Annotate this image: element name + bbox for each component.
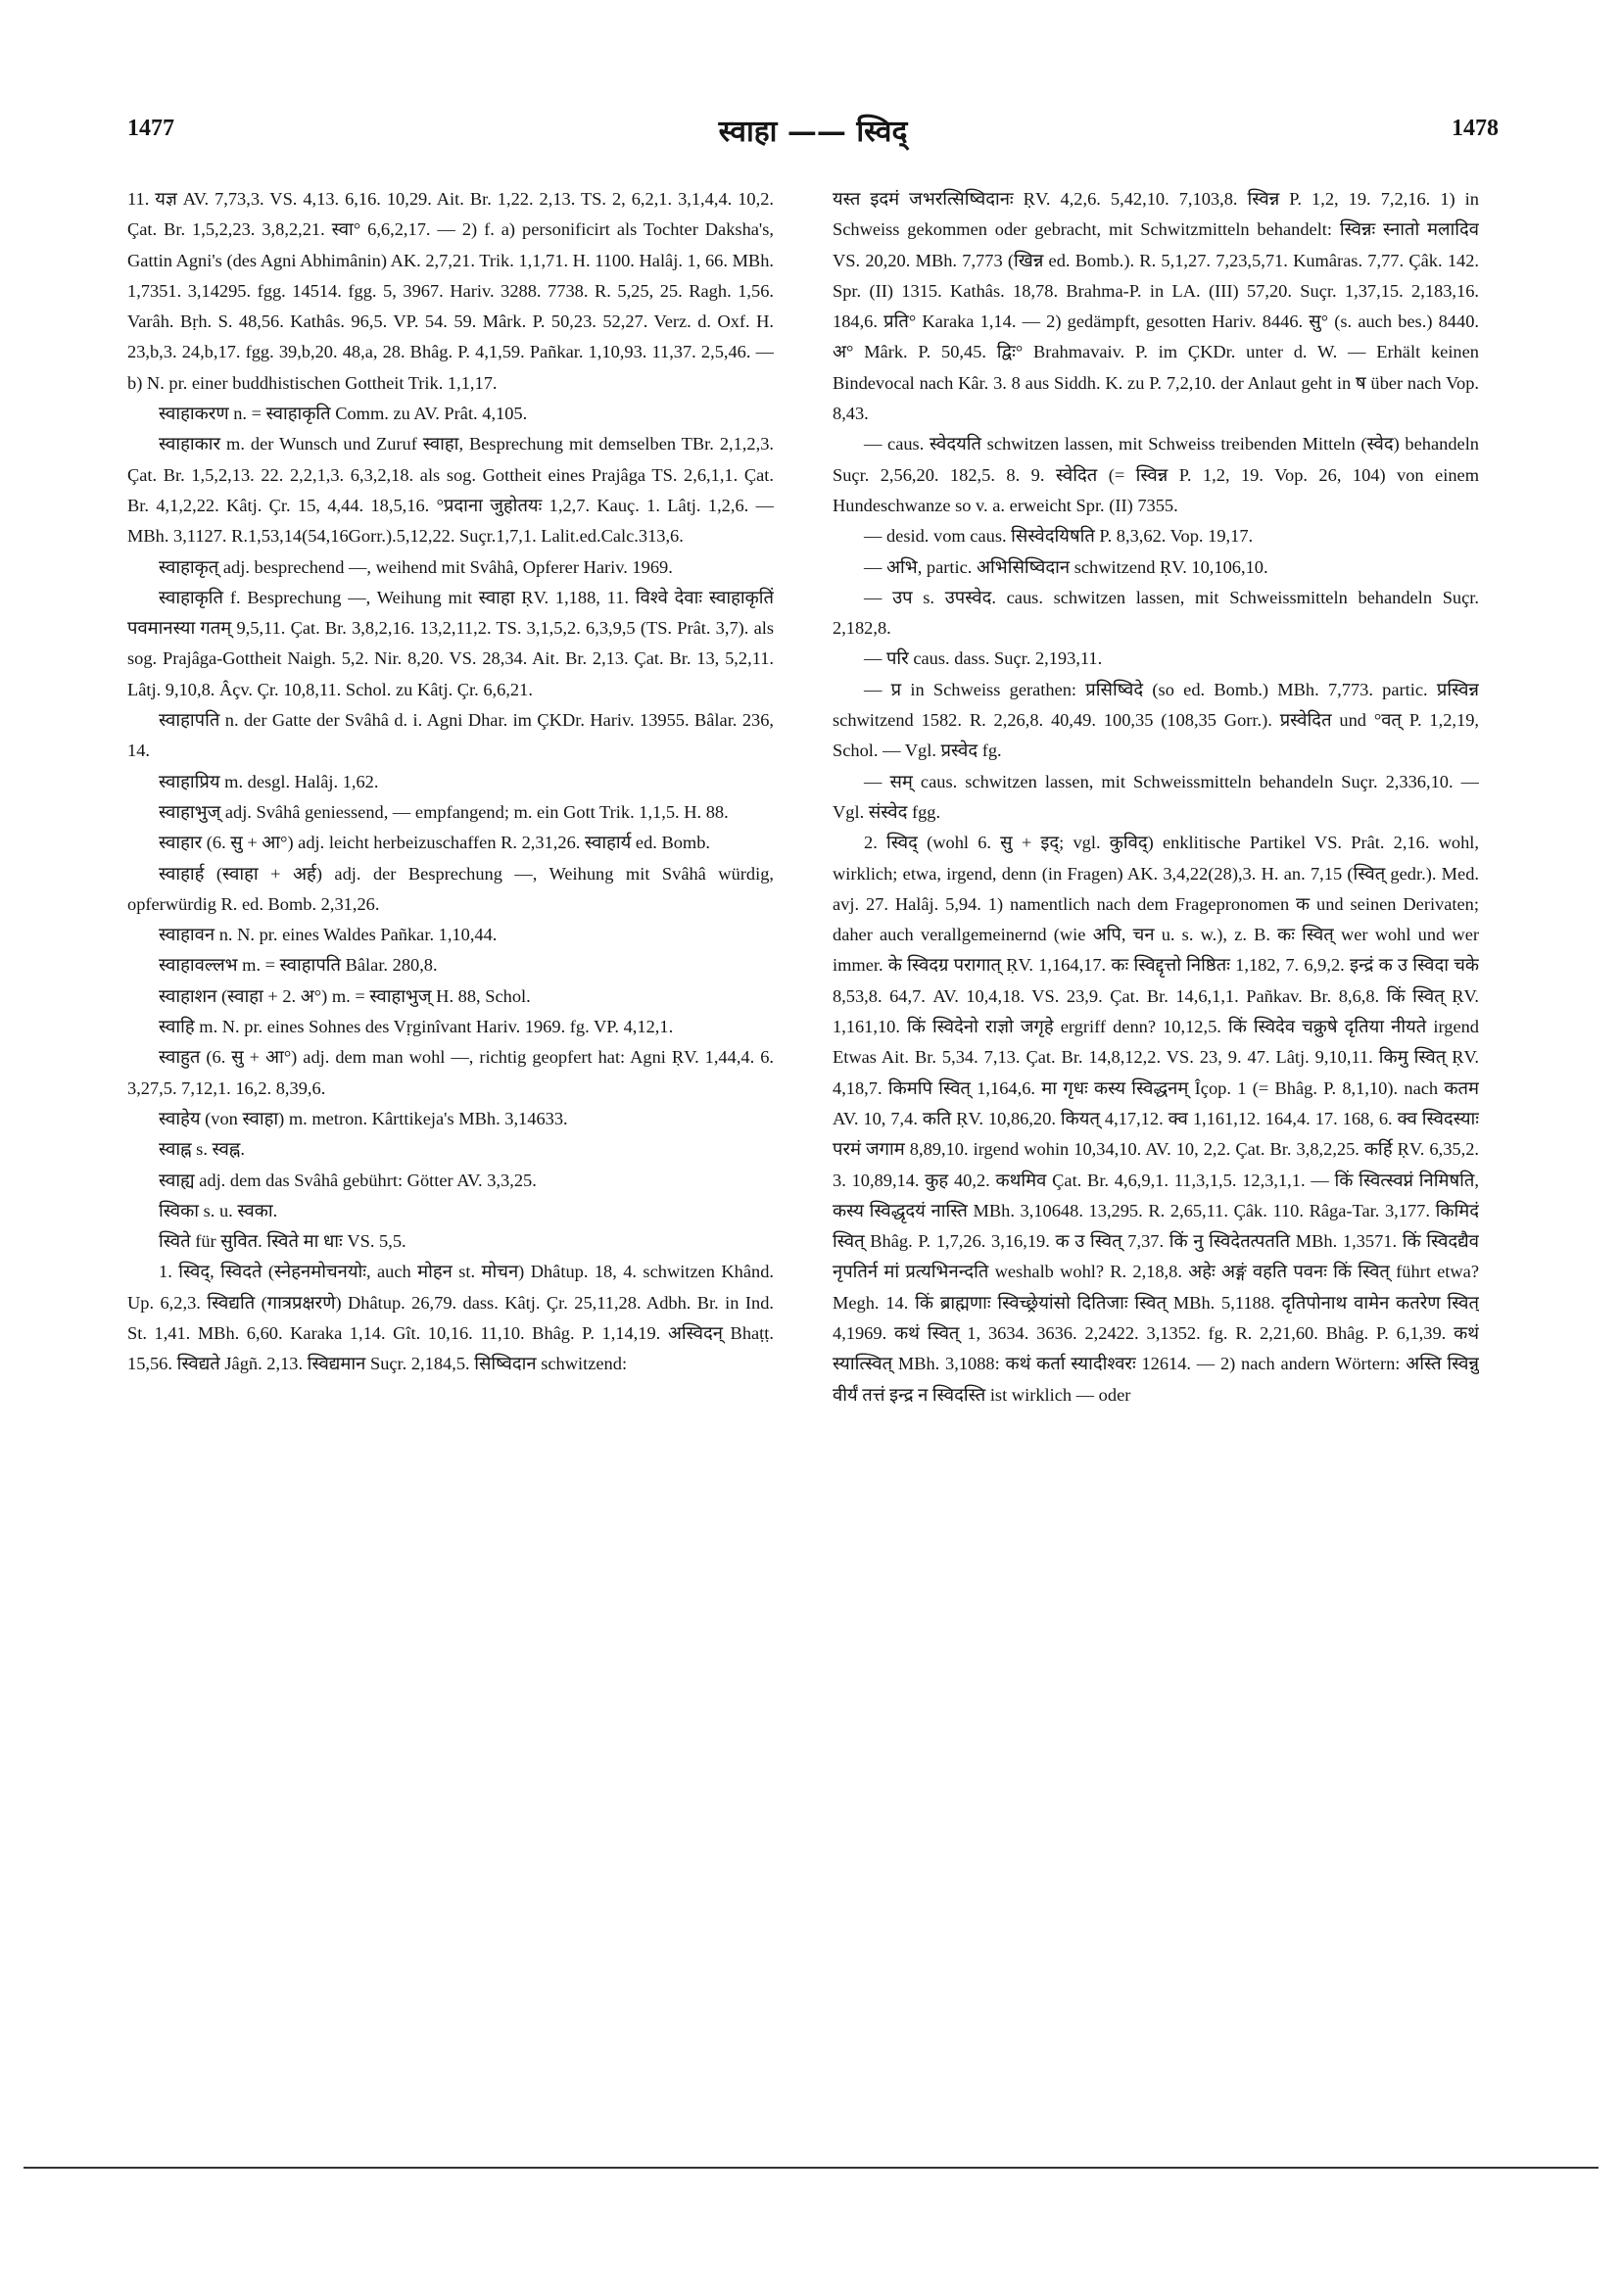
entry: — अभि, partic. अभिसिष्विदान schwitzend ṚV. 10,106,10. xyxy=(864,556,1268,577)
entry: — परि caus. dass. Suçr. 2,193,11. xyxy=(864,648,1103,669)
entry: स्वाहावल्लभ m. = स्वाहापति Bâlar. 280,8. xyxy=(159,955,438,976)
entry: 2. स्विद् (wohl 6. सु + इद्; vgl. कुविद्) enklitische Partikel VS. Prât. 2,16. wohl, wirklich; etwa, irgend, denn (in Fragen) AK. 3,4,22(28),3. H. an. 7,15 (स्वित् gedr.). Med. avj. 27. Halâj. 5,94. 1) namentlich nach dem Fragepronomen क und seinen Derivaten; daher auch verallgemeinernd (wie अपि, चन u. s. w.), z. B. कः स्वित् wer wohl und wer immer. के स्विदग्र परागात् ṚV. 1,164,17. कः स्विद्दृत्तो निष्ठितः 1,182, 7. 6,9,2. इन्द्रं क उ स्विदा चके 8,53,8. 64,7. AV. 10,4,18. VS. 23,9. Çat. Br. 14,6,1,1. Pañkav. Br. 8,6,8. किं स्वित् ṚV. 1,161,10. किं स्विदेनो राज्ञो जगृहे ergriff denn? 10,12,5. किं स्विदेव चक्रुषे दृतिया नीयते irgend Etwas Ait. Br. 5,34. 7,13. Çat. Br. 14,8,12,2. VS. 23, 9. 47. Lâtj. 9,10,11. किमु स्वित् ṚV. 4,18,7. किमपि स्वित् 1,164,6. मा गृधः कस्य स्विद्धनम् Îçop. 1 (= Bhâg. P. 8,1,10). nach कतम AV. 10, 7,4. कति ṚV. 10,86,20. कियत् 4,17,12. क्व 1,161,12. 164,4. 17. 168, 6. क्व स्विदस्याः परमं जगाम 8,89,10. irgend wohin 10,34,10. AV. 10, 2,2. Çat. Br. 3,8,2,25. कर्हि ṚV. 6,35,2. 3. 10,89,14. कुह 40,2. कथमिव Çat. Br. 4,6,9,1. 11,3,1,5. 12,3,1,1. — किं स्वित्स्वप्नं निमिषति, कस्य स्विद्धृदयं नास्ति MBh. 3,10648. 13,295. R. 2,65,11. Çâk. 110. Râga-Tar. 3,177. किमिदं स्वित् Bhâg. P. 1,7,26. 3,16,19. क उ स्वित् 7,37. किं नु स्विदेतत्पतति MBh. 1,3571. किं स्विदद्यैव नृपतिर्न मां प्रत्यभिनन्दति weshalb wohl? R. 2,18,8. अहेः अङ्गं वहति पवनः किं स्वित् führt etwa? Megh. 14. किं ब्राह्मणाः स्विच्छ्रेयांसो दितिजाः स्वित् MBh. 5,1188. दृतिपोनाथ वामेन कतरेण स्वित् 4,1969. कथं स्वित् 1, 3634. 3636. 2,2422. 3,1352. fg. R. 2,21,60. Bhâg. P. 6,1,39. कथं स्यात्स्वित् MBh. 3,1088: कथं कर्ता स्यादीश्वरः 12614. — 2) nach andern Wörtern: अस्ति स्विन्नु वीर्यं तत्तं इन्द्र न स्विदस्ति ist wirklich — oder xyxy=(833,833,1479,1405)
entry: — उप s. उपस्वेद. caus. schwitzen lassen, mit Schweissmitteln behandeln Suçr. 2,182,8. xyxy=(833,587,1479,639)
entry: स्वाहाभुज् adj. Svâhâ geniessend, — empfangend; m. ein Gott Trik. 1,1,5. H. 88. xyxy=(159,801,729,822)
entry: स्वाहापति n. der Gatte der Svâhâ d. i. Agni Dhar. im ÇKDr. Hariv. 13955. Bâlar. 236, 14. xyxy=(127,710,774,761)
entry: स्वाहाकार m. der Wunsch und Zuruf स्वाहा, Besprechung mit demselben TBr. 2,1,2,3. Çat. Br. 1,5,2,13. 22. 2,2,1,3. 6,3,2,18. als sog. Gottheit eines Prajâga TS. 2,6,1,1. Çat. Br. 4,1,2,22. Kâtj. Çr. 15, 4,44. 18,5,16. °प्रदाना जुहोतयः 1,2,7. Kauç. 1. Lâtj. 1,2,6. — MBh. 3,1127. R.1,53,14(54,16Gorr.).5,12,22. Suçr.1,7,1. Lalit.ed.Calc.313,6. xyxy=(127,434,774,547)
bottom-rule xyxy=(24,2167,1598,2169)
entry: स्वाहाकृति f. Besprechung —, Weihung mit स्वाहा ṚV. 1,188, 11. विश्वे देवाः स्वाहाकृतिं पवमानस्या गतम् 9,5,11. Çat. Br. 3,8,2,16. 13,2,11,2. TS. 3,1,5,2. 6,3,9,5 (TS. Prât. 3,7). als sog. Prajâga-Gottheit Naigh. 5,2. Nir. 8,20. VS. 28,34. Ait. Br. 2,13. Çat. Br. 13, 5,2,11. Lâtj. 9,10,8. Âçv. Çr. 10,8,11. Schol. zu Kâtj. Çr. 6,6,21. xyxy=(127,587,774,699)
entry: स्वाहाप्रिय m. desgl. Halâj. 1,62. xyxy=(159,771,379,791)
left-column xyxy=(127,184,774,2104)
entry: स्वाहावन n. N. pr. eines Waldes Pañkar. 1,10,44. xyxy=(159,925,498,945)
entry: 1. स्विद्, स्विदते (स्नेहनमोचनयोः, auch मोहन st. मोचन) Dhâtup. 18, 4. schwitzen Khând. Up. 6,2,3. स्विद्यति (गात्रप्रक्षरणे) Dhâtup. 26,79. dass. Kâtj. Çr. 25,11,28. Adbh. Br. in Ind. St. 1,41. MBh. 6,60. Karaka 1,14. Gît. 10,16. 11,10. Bhâg. P. 1,14,19. अस्विदन् Bhaṭṭ. 15,56. स्विद्यते Jâgñ. 2,13. स्विद्यमान Suçr. 2,184,5. सिष्विदान schwitzend: xyxy=(127,1262,774,1374)
entry: स्वाहाकृत् adj. besprechend —, weihend mit Svâhâ, Opferer Hariv. 1969. xyxy=(159,556,673,577)
entry: स्वाहाकरण n. = स्वाहाकृति Comm. zu AV. Prât. 4,105. xyxy=(159,404,528,424)
entry: — caus. स्वेदयति schwitzen lassen, mit Schweiss treibenden Mitteln (स्वेद) behandeln Suçr. 2,56,20. 182,5. 8. 9. स्वेदित (= स्विन्न P. 1,2, 19. Vop. 26, 104) von einem Hundeschwanze so v. a. erweicht Spr. (II) 7355. xyxy=(833,434,1479,515)
page-header xyxy=(127,116,1499,155)
entry: — desid. vom caus. सिस्वेदयिषति P. 8,3,62. Vop. 19,17. xyxy=(864,526,1254,547)
running-head: स्वाहा —— स्विद् xyxy=(718,115,908,149)
entry: यस्त इदमं जभरत्सिष्विदानः ṚV. 4,2,6. 5,42,10. 7,103,8. स्विन्न P. 1,2, 19. 7,2,16. 1) in Schweiss gekommen oder gebracht, mit Schwitzmitteln behandelt: स्विन्नः स्नातो मलादिव VS. 20,20. MBh. 7,773 (खिन्न ed. Bomb.). R. 5,1,27. 7,23,5,71. Kumâras. 7,77. Çâk. 142. Spr. (II) 1315. Kathâs. 18,78. Brahma-P. in LA. (III) 57,20. Suçr. 1,37,15. 2,183,16. 184,6. प्रति° Karaka 1,14. — 2) gedämpft, gesotten Hariv. 8446. सु° (s. auch bes.) 8440. अ° Mârk. P. 50,45. द्विः° Brahmavaiv. P. im ÇKDr. unter d. W. — Erhält keinen Bindevocal nach Kâr. 3. 8 aus Siddh. K. zu P. 7,2,10. der Anlaut geht in ष über nach Vop. 8,43. xyxy=(833,189,1479,424)
right-column xyxy=(833,184,1479,2104)
entry: स्वाहि m. N. pr. eines Sohnes des Vṛginîvant Hariv. 1969. fg. VP. 4,12,1. xyxy=(159,1017,674,1037)
entry: स्वाहेय (von स्वाहा) m. metron. Kârttikeja's MBh. 3,14633. xyxy=(159,1108,568,1128)
page-number-right: 1478 xyxy=(1452,116,1499,141)
entry: — सम् caus. schwitzen lassen, mit Schweissmitteln behandeln Suçr. 2,336,10. — Vgl. संस्वेद fgg. xyxy=(833,771,1479,822)
entry: स्वाह्य adj. dem das Svâhâ gebührt: Götter AV. 3,3,25. xyxy=(159,1170,537,1190)
entry: स्विका s. u. स्वका. xyxy=(159,1200,278,1220)
entry: स्वाह्न s. स्वह्न. xyxy=(159,1139,245,1160)
entry: स्वाहाशन (स्वाहा + 2. अ°) m. = स्वाहाभुज् H. 88, Schol. xyxy=(159,985,531,1006)
entry: 11. यज्ञ AV. 7,73,3. VS. 4,13. 6,16. 10,29. Ait. Br. 1,22. 2,13. TS. 2, 6,2,1. 3,1,4,4. 10,2. Çat. Br. 1,5,2,23. 3,8,2,21. स्वा° 6,6,2,17. — 2) f. a) personificirt als Tochter Daksha's, Gattin Agni's (des Agni Abhimânin) AK. 2,7,21. Trik. 1,1,71. H. 1100. Halâj. 1, 66. MBh. 1,7351. 3,14295. fgg. 14514. fgg. 5, 3967. Hariv. 3288. 7738. R. 5,25, 25. Ragh. 1,56. Varâh. Bṛh. S. 48,56. Kathâs. 96,5. VP. 54. 59. Mârk. P. 50,23. 52,27. Verz. d. Oxf. H. 23,b,3. 24,b,17. fgg. 39,b,20. 48,a, 28. Bhâg. P. 4,1,59. Pañkar. 1,10,93. 11,37. 2,5,46. — b) N. pr. einer buddhistischen Gottheit Trik. 1,1,17. xyxy=(127,189,774,393)
entry: स्विते für सुवित. स्विते मा धाः VS. 5,5. xyxy=(159,1231,406,1252)
page-number-left: 1477 xyxy=(127,116,174,141)
entry: स्वाहुत (6. सु + आ°) adj. dem man wohl —, richtig geopfert hat: Agni ṚV. 1,44,4. 6. 3,27,5. 7,12,1. 16,2. 8,39,6. xyxy=(127,1047,774,1098)
entry: स्वाहार्ह (स्वाहा + अर्ह) adj. der Besprechung —, Weihung mit Svâhâ würdig, opferwürdig R. ed. Bomb. 2,31,26. xyxy=(127,863,774,914)
entry: स्वाहार (6. सु + आ°) adj. leicht herbeizuschaffen R. 2,31,26. स्वाहार्य ed. Bomb. xyxy=(159,833,711,853)
entry: — प्र in Schweiss gerathen: प्रसिष्विदे (so ed. Bomb.) MBh. 7,773. partic. प्रस्विन्न schwitzend 1582. R. 2,26,8. 40,49. 100,35 (108,35 Gorr.). प्रस्वेदित und °वत् P. 1,2,19, Schol. — Vgl. प्रस्वेद fg. xyxy=(833,679,1479,761)
